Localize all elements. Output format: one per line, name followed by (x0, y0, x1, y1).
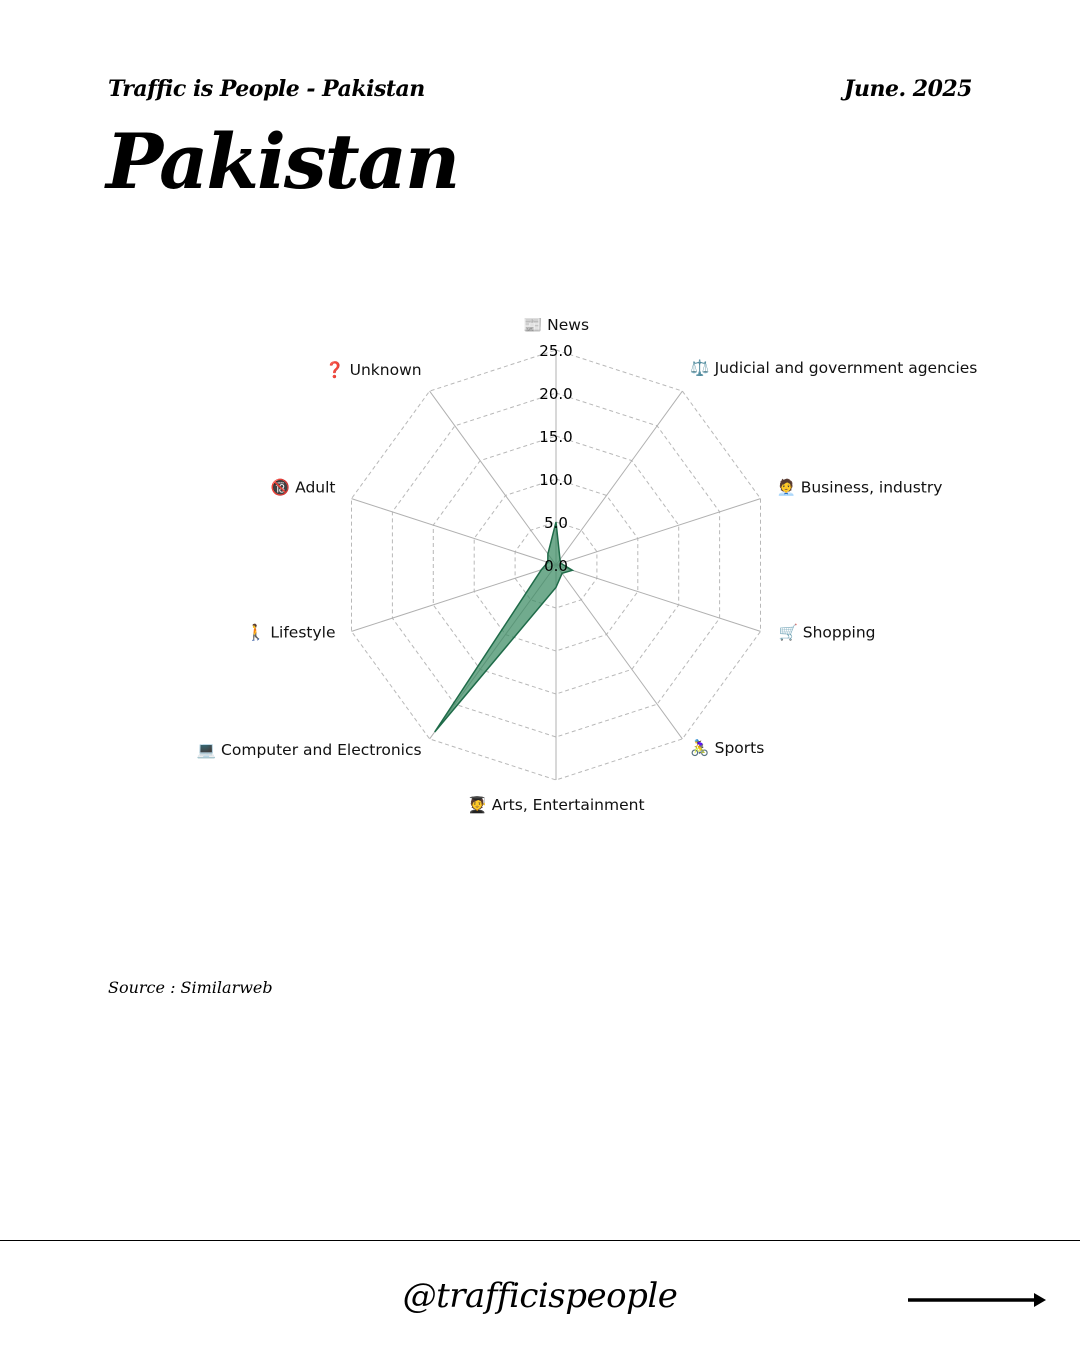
social-handle: @trafficispeople (402, 1276, 678, 1316)
axis-spoke (556, 499, 761, 565)
category-label: 🧑‍💼 Business, industry (776, 478, 943, 497)
radial-tick-label: 10.0 (539, 471, 573, 489)
radar-chart (180, 300, 980, 840)
category-label: 🚶 Lifestyle (246, 623, 336, 642)
header-subtitle: Traffic is People - Pakistan (108, 76, 425, 102)
category-label: ⚖️ Judicial and government agencies (690, 359, 978, 378)
arrow-right-icon[interactable] (908, 1290, 1048, 1310)
axis-spoke (556, 565, 682, 739)
page-title: Pakistan (106, 117, 459, 206)
radial-tick-label: 15.0 (539, 428, 573, 446)
radial-tick-label: 20.0 (539, 385, 573, 403)
header-date: June. 2025 (844, 76, 972, 102)
axis-spoke (352, 499, 557, 565)
axis-spoke (556, 565, 761, 631)
source-note: Source : Similarweb (108, 978, 273, 997)
radial-tick-label: 5.0 (544, 514, 568, 532)
radial-tick-label: 0.0 (544, 557, 568, 575)
radial-tick-label: 25.0 (539, 342, 573, 360)
category-label: 💻 Computer and Electronics (196, 740, 422, 759)
category-label: 🚴‍♀️ Sports (690, 738, 765, 757)
category-label: 🛒 Shopping (778, 623, 876, 642)
category-label: 📰 News (522, 316, 590, 334)
category-label: 🔞 Adult (270, 478, 336, 497)
category-label: ❓ Unknown (325, 361, 422, 380)
category-label: 🧑‍🎓 Arts, Entertainment (467, 796, 645, 814)
axis-spoke (430, 391, 556, 565)
data-area (435, 522, 573, 732)
radar-chart-svg (180, 300, 980, 840)
footer-divider (0, 1240, 1080, 1241)
axis-spoke (556, 391, 682, 565)
